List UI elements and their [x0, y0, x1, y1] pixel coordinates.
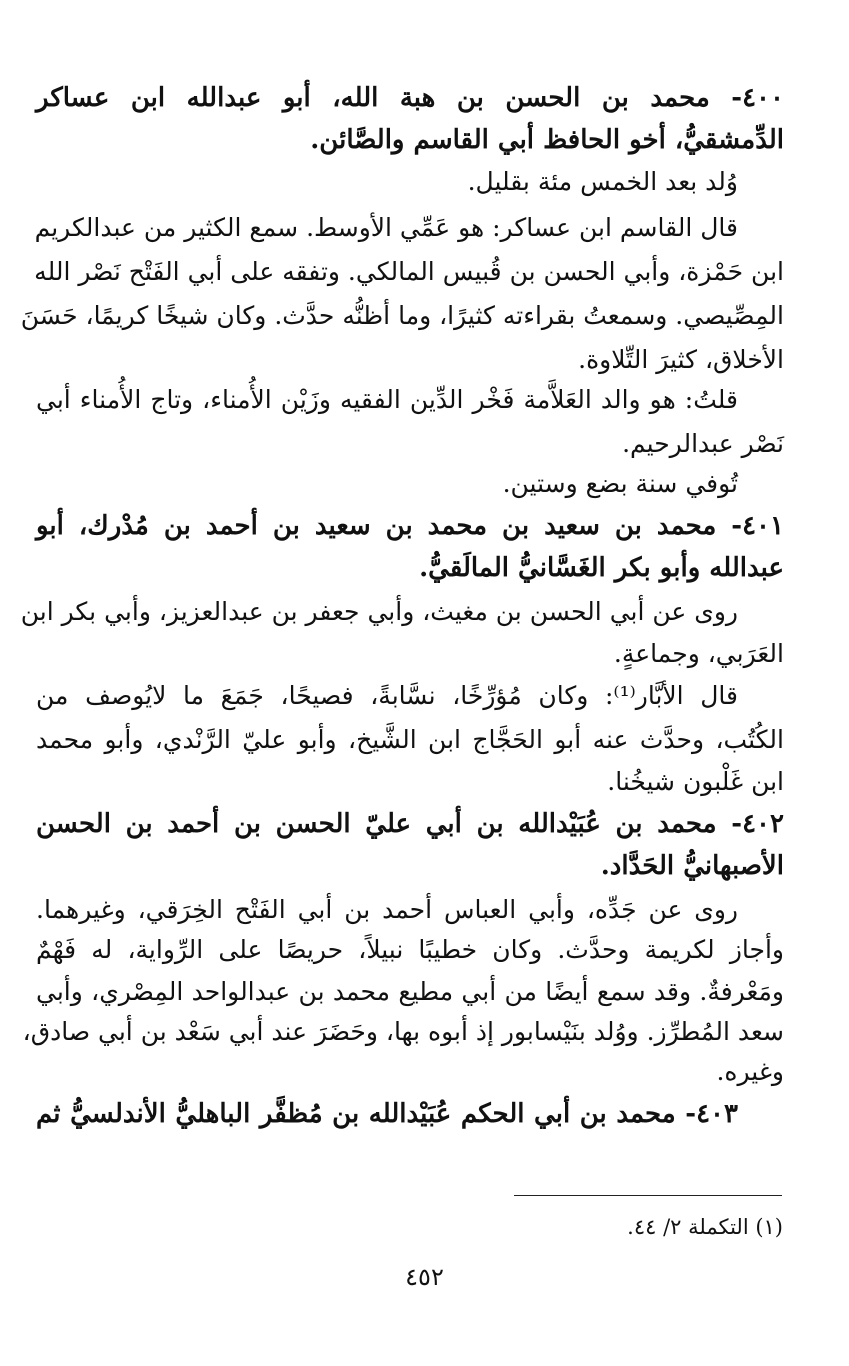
entry-400-text-line: الأخلاق، كثيرَ التِّلاوة.	[578, 345, 784, 374]
entry-402-text-line: ومَعْرفةٌ. وقد سمع أيضًا من أبي مطيع محمد بن عبدالواحد المِصْري، وأبي	[36, 977, 784, 1006]
entry-400-text-line: قلتُ: هو والد العَلاَّمة فَخْر الدِّين الفقيه وزَيْن الأُمناء، وتاج الأُمناء أبي	[36, 385, 738, 414]
entry-402-text-line: وأجاز لكريمة وحدَّث. وكان خطيبًا نبيلاً، حريصًا على الرِّواية، له فَهْمٌ	[36, 935, 784, 964]
entry-402-heading-line-2: الأصبهانيُّ الحَدَّاد.	[600, 851, 784, 881]
entry-400-text-line: قال القاسم ابن عساكر: هو عَمِّي الأوسط. سمع الكثير من عبدالكريم	[34, 213, 738, 242]
entry-400-text-line: المِصِّيصي. وسمعتُ بقراءته كثيرًا، وما أظنُّه حدَّث. وكان شيخًا كريمًا، حَسَنَ	[20, 301, 784, 330]
entry-400-text-line: تُوفي سنة بضع وستين.	[502, 469, 738, 498]
page-number: ٤٥٢	[405, 1263, 444, 1291]
entry-401-text-line: العَرَبي، وجماعةٍ.	[613, 639, 784, 668]
entry-401-text-line: الكُتُب، وحدَّث عنه أبو الحَجَّاج ابن الشَّيخ، وأبو عليّ الرَّنْدي، وأبو محمد	[36, 725, 784, 754]
entry-402-heading-line-1: ٤٠٢- محمد بن عُبَيْدالله بن أبي عليّ الحسن بن أحمد بن الحسن	[36, 809, 784, 839]
footnote: (١) التكملة ٢/ ٤٤.	[627, 1215, 783, 1239]
entry-400-text-line: نَصْر عبدالرحيم.	[622, 429, 784, 458]
entry-400-heading-line-2: الدِّمشقيُّ، أخو الحافظ أبي القاسم والصَّائن.	[310, 125, 784, 155]
entry-400-text-line: وُلد بعد الخمس مئة بقليل.	[467, 167, 738, 196]
entry-402-text-line: روى عن جَدِّه، وأبي العباس أحمد بن أبي الفَتْح الخِرَقي، وغيرهما.	[36, 895, 738, 924]
entry-401-text-line: روى عن أبي الحسن بن مغيث، وأبي جعفر بن عبدالعزيز، وأبي بكر ابن	[20, 597, 738, 626]
entry-400-heading-line-1: ٤٠٠- محمد بن الحسن بن هبة الله، أبو عبدالله ابن عساكر	[36, 83, 784, 113]
entry-402-text-line: وغيره.	[716, 1057, 784, 1086]
entry-403-heading-line-1: ٤٠٣- محمد بن أبي الحكم عُبَيْدالله بن مُظفَّر الباهليُّ الأندلسيُّ ثم	[36, 1099, 738, 1129]
entry-400-text-line: ابن حَمْزة، وأبي الحسن بن قُبيس المالكي. وتفقه على أبي الفَتْح نَصْر الله	[34, 257, 784, 286]
entry-401-heading-line-2: عبدالله وأبو بكر الغَسَّانيُّ المالَقيُّ.	[419, 553, 784, 583]
footnote-separator	[514, 1195, 782, 1196]
entry-401-text-line: ابن غَلْبون شيخُنا.	[607, 767, 784, 796]
entry-401-text-line: قال الأبَّار⁽¹⁾: وكان مُؤرِّخًا، نسَّابةً، فصيحًا، جَمَعَ ما لايُوصف من	[36, 681, 739, 710]
entry-402-text-line: سعد المُطرِّز. ووُلد بنَيْسابور إذ أبوه بها، وحَضَرَ عند أبي سَعْد بن أبي صادق،	[22, 1017, 784, 1046]
entry-401-heading-line-1: ٤٠١- محمد بن سعيد بن محمد بن سعيد بن أحمد بن مُدْرك، أبو	[36, 511, 784, 541]
